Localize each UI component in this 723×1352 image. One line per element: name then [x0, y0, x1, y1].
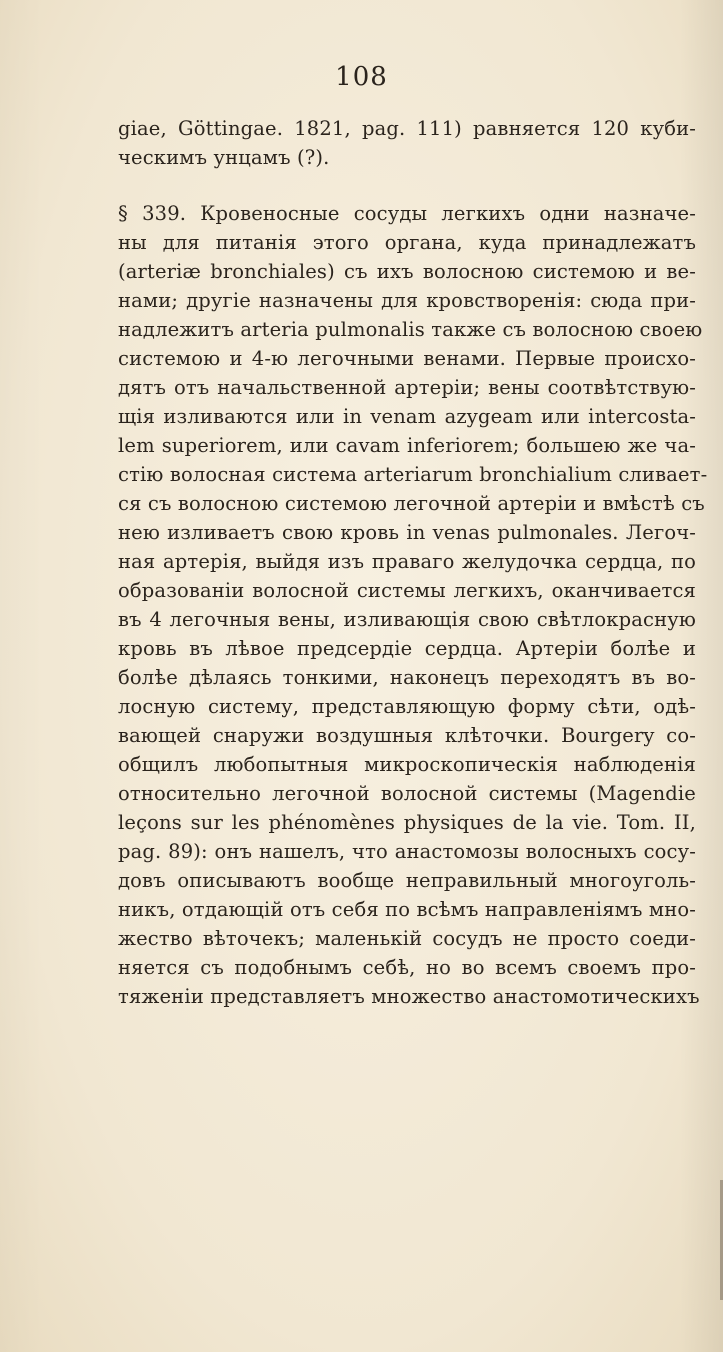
text-line: вающей снаружи воздушныя клѣточки. Bourgery со- — [118, 724, 696, 747]
text-line: ся съ волосною системою легочной артеріи и вмѣстѣ съ — [118, 492, 705, 515]
text-line: болѣе дѣлаясь тонкими, наконецъ переходятъ въ во- — [118, 666, 696, 689]
text-line: ны для питанія этого органа, куда принадлежатъ — [118, 231, 696, 254]
text-line: pag. 89): онъ нашелъ, что анастомозы волосныхъ сосу- — [118, 840, 696, 863]
text-line: нею изливаетъ свою кровь in venas pulmonales. Легоч- — [118, 521, 696, 544]
text-line: системою и 4-ю легочными венами. Первые происхо- — [118, 347, 696, 370]
text-line: ческимъ унцамъ (?). — [118, 146, 330, 169]
text-line: въ 4 легочныя вены, изливающія свою свѣтлокрасную — [118, 608, 696, 631]
text-line: общилъ любопытныя микроскопическія наблюденія — [118, 753, 696, 776]
text-line: относительно легочной волосной системы (Magendie — [118, 782, 696, 805]
text-line: нами; другіе назначены для кровстворенія: сюда при- — [118, 289, 696, 312]
text-line: § 339. Кровеносные сосуды легкихъ одни назначе- — [118, 202, 696, 225]
paragraph-section-339 — [118, 199, 708, 1011]
text-line: щія изливаются или in venam azygeam или intercosta- — [118, 405, 696, 428]
text-line: giae, Göttingae. 1821, pag. 111) равняется 120 куби- — [118, 117, 696, 140]
body-text — [118, 114, 708, 1011]
paragraph-continuation — [118, 114, 696, 172]
text-line: никъ, отдающій отъ себя по всѣмъ направленіямъ мно- — [118, 898, 696, 921]
text-line: тяженіи представляетъ множество анастомотическихъ — [118, 985, 700, 1008]
text-line: дятъ отъ начальственной артеріи; вены соотвѣтствую- — [118, 376, 696, 399]
text-line: довъ описываютъ вообще неправильный многоуголь- — [118, 869, 696, 892]
text-line: lem superiorem, или cavam inferiorem; большею же ча- — [118, 434, 696, 457]
text-line: жество вѣточекъ; маленькій сосудъ не просто соеди- — [118, 927, 696, 950]
text-line: кровь въ лѣвое предсердіе сердца. Артеріи болѣе и — [118, 637, 696, 660]
page-number: 108 — [335, 62, 388, 92]
text-line: (arteriæ bronchiales) съ ихъ волосною системою и ве- — [118, 260, 696, 283]
text-line: няется съ подобнымъ себѣ, но во всемъ своемъ про- — [118, 956, 696, 979]
paragraph-gap — [118, 172, 696, 199]
text-line: надлежитъ arteria pulmonalis также съ волосною своею — [118, 318, 703, 341]
text-line: образованіи волосной системы легкихъ, оканчивается — [118, 579, 696, 602]
text-line: лосную систему, представляющую форму сѣти, одѣ- — [118, 695, 696, 718]
text-line: leçons sur les phénomènes physiques de la vie. Tom. II, — [118, 811, 696, 834]
text-line: стію волосная система arteriarum bronchialium сливает- — [118, 463, 708, 486]
text-line: ная артерія, выйдя изъ праваго желудочка сердца, по — [118, 550, 696, 573]
